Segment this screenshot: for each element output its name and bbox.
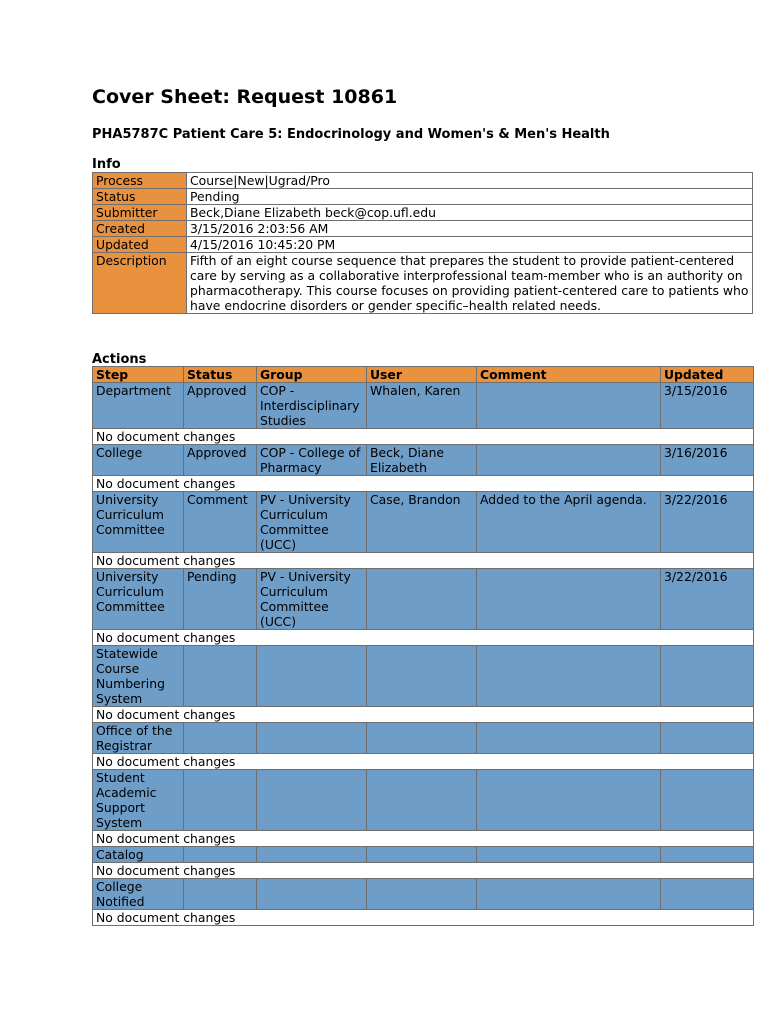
action-note-cell: No document changes [93,429,754,445]
info-key: Created [93,221,187,237]
action-note-cell: No document changes [93,630,754,646]
info-value: Course|New|Ugrad/Pro [187,173,753,189]
action-updated-cell [661,770,754,831]
action-user-cell [367,879,477,910]
page-title: Cover Sheet: Request 10861 [92,86,398,108]
actions-column-header: Comment [477,367,661,383]
action-updated-cell [661,646,754,707]
action-group-cell: COP - Interdisciplinary Studies [257,383,367,429]
info-value: Beck,Diane Elizabeth beck@cop.ufl.edu [187,205,753,221]
action-user-cell: Case, Brandon [367,492,477,553]
action-updated-cell: 3/15/2016 [661,383,754,429]
action-step-row [93,770,754,831]
actions-column-header: Step [93,367,184,383]
info-row [93,221,753,237]
info-row [93,173,753,189]
action-step-row [93,569,754,630]
action-user-cell: Beck, Diane Elizabeth [367,445,477,476]
action-step-cell: Statewide Course Numbering System [93,646,184,707]
action-updated-cell: 3/22/2016 [661,569,754,630]
action-note-cell: No document changes [93,754,754,770]
action-comment-cell [477,445,661,476]
actions-column-header: Group [257,367,367,383]
info-key: Process [93,173,187,189]
action-updated-cell [661,847,754,863]
info-key: Description [93,253,187,314]
action-note-row [93,707,754,723]
action-status-cell [184,770,257,831]
action-step-cell: College [93,445,184,476]
info-key: Status [93,189,187,205]
actions-column-header: User [367,367,477,383]
action-comment-cell [477,723,661,754]
action-status-cell [184,847,257,863]
action-user-cell: Whalen, Karen [367,383,477,429]
action-step-cell: University Curriculum Committee [93,569,184,630]
info-row [93,237,753,253]
actions-header-row [93,367,754,383]
action-note-cell: No document changes [93,910,754,926]
info-value: Pending [187,189,753,205]
action-status-cell: Comment [184,492,257,553]
action-status-cell: Approved [184,383,257,429]
action-user-cell [367,770,477,831]
action-step-row [93,492,754,553]
action-group-cell [257,646,367,707]
action-group-cell [257,847,367,863]
actions-table [92,366,754,926]
action-note-row [93,476,754,492]
action-user-cell [367,646,477,707]
info-section-label: Info [92,157,121,172]
action-status-cell: Approved [184,445,257,476]
action-group-cell: PV - University Curriculum Committee (UCC) [257,492,367,553]
info-row [93,205,753,221]
actions-section-label: Actions [92,352,147,367]
action-step-cell: Department [93,383,184,429]
action-status-cell [184,723,257,754]
action-user-cell [367,847,477,863]
action-group-cell: COP - College of Pharmacy [257,445,367,476]
action-step-row [93,445,754,476]
action-comment-cell: Added to the April agenda. [477,492,661,553]
action-step-cell: College Notified [93,879,184,910]
info-row [93,253,753,314]
action-note-cell: No document changes [93,863,754,879]
action-group-cell [257,770,367,831]
action-status-cell: Pending [184,569,257,630]
action-comment-cell [477,847,661,863]
action-note-row [93,429,754,445]
action-group-cell [257,723,367,754]
action-step-row [93,723,754,754]
action-step-row [93,646,754,707]
info-value: 3/15/2016 2:03:56 AM [187,221,753,237]
action-comment-cell [477,879,661,910]
info-value: 4/15/2016 10:45:20 PM [187,237,753,253]
actions-column-header: Updated [661,367,754,383]
action-updated-cell [661,879,754,910]
action-status-cell [184,646,257,707]
action-user-cell [367,723,477,754]
course-title: PHA5787C Patient Care 5: Endocrinology and Women's & Men's Health [92,127,610,142]
info-key: Submitter [93,205,187,221]
action-step-row [93,383,754,429]
action-status-cell [184,879,257,910]
action-note-cell: No document changes [93,707,754,723]
action-comment-cell [477,770,661,831]
action-step-cell: Student Academic Support System [93,770,184,831]
action-note-cell: No document changes [93,553,754,569]
action-note-row [93,831,754,847]
action-step-cell: Office of the Registrar [93,723,184,754]
info-table [92,172,753,314]
action-note-row [93,910,754,926]
action-note-cell: No document changes [93,831,754,847]
action-updated-cell: 3/22/2016 [661,492,754,553]
action-updated-cell [661,723,754,754]
action-comment-cell [477,646,661,707]
action-step-row [93,879,754,910]
info-row [93,189,753,205]
actions-column-header: Status [184,367,257,383]
action-note-row [93,553,754,569]
info-value: Fifth of an eight course sequence that prepares the student to provide patient-centered care by serving as a collaborative interprofessional team-member who is an authority on pharmacotherapy. This course focuses on providing patient-centered care to patients who have endocrine disorders or gender specific–health related needs. [187,253,753,314]
action-note-row [93,754,754,770]
action-note-row [93,863,754,879]
action-step-cell: University Curriculum Committee [93,492,184,553]
action-step-cell: Catalog [93,847,184,863]
action-note-row [93,630,754,646]
action-step-row [93,847,754,863]
info-key: Updated [93,237,187,253]
action-user-cell [367,569,477,630]
action-group-cell [257,879,367,910]
action-comment-cell [477,569,661,630]
action-group-cell: PV - University Curriculum Committee (UCC) [257,569,367,630]
action-note-cell: No document changes [93,476,754,492]
action-updated-cell: 3/16/2016 [661,445,754,476]
action-comment-cell [477,383,661,429]
